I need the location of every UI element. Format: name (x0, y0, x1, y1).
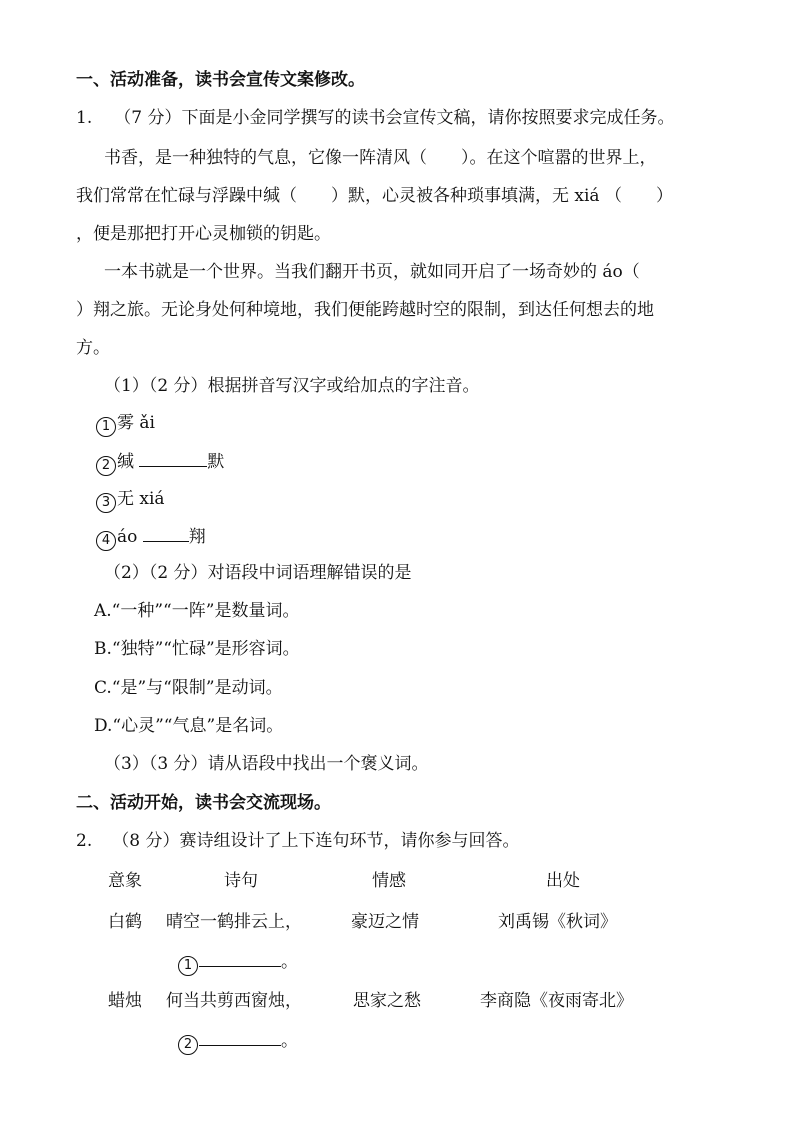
circled-number-1: 1 (178, 956, 198, 976)
question-2-number: 2. (76, 831, 93, 851)
circled-number-3: 3 (96, 493, 116, 513)
subquestion-1-text: 根据拼音写汉字或给加点的字注音。 (207, 376, 480, 396)
pinyin-item-2-text-after: 默 (207, 452, 225, 472)
passage-para1-line1: 书香，是一种独特的气息，它像一阵清风（ ）。在这个喧嚣的世界上， (104, 148, 657, 168)
blank-period: 。 (281, 1031, 298, 1051)
question-2-header (76, 830, 519, 852)
pinyin-item-3-text: 无 xiá (117, 489, 165, 509)
passage-para2-line1: 一本书就是一个世界。当我们翻开书页，就如同开启了一场奇妙的 áo（ (104, 262, 640, 282)
question-2-prompt: 赛诗组设计了上下连句环节，请你参与回答。 (179, 831, 520, 851)
table-row-2-line: 何当共剪西窗烛， (166, 991, 302, 1011)
answer-blank-poem-1[interactable] (199, 950, 281, 967)
table-row-2-image: 蜡烛 (108, 991, 142, 1011)
passage-para1-line3: ，便是那把打开心灵枷锁的钥匙。 (76, 224, 331, 244)
section-2-heading: 二、活动开始，读书会交流现场。 (76, 793, 331, 813)
subquestion-2 (104, 562, 412, 584)
passage-para2-line2: ）翔之旅。无论身处何种境地，我们便能跨越时空的限制，到达任何想去的地 (76, 300, 654, 320)
table-header-image: 意象 (108, 871, 142, 891)
subquestion-1-score: （2 分） (148, 376, 208, 396)
pinyin-item-4-text-after: 翔 (188, 527, 206, 547)
subquestion-2-text: 对语段中词语理解错误的是 (207, 563, 412, 583)
question-1-number: 1. (76, 108, 93, 128)
option-a[interactable]: A.“一种”“一阵”是数量词。 (94, 601, 300, 621)
question-2-score: （8 分） (112, 831, 180, 851)
subquestion-3-label: （3） (104, 754, 149, 774)
question-1-score: （7 分） (114, 108, 182, 128)
circled-number-2: 2 (178, 1035, 198, 1055)
subquestion-1 (104, 375, 480, 397)
table-row-1-line: 晴空一鹤排云上， (166, 912, 302, 932)
pinyin-item-3 (96, 488, 165, 513)
passage-para1-line2: 我们常常在忙碌与浮躁中缄（ ）默，心灵被各种琐事填满，无 xiá （ ） (76, 186, 673, 206)
option-b[interactable]: B.“独特”“忙碌”是形容词。 (94, 639, 300, 659)
option-c[interactable]: C.“是”与“限制”是动词。 (94, 678, 283, 698)
table-header-line: 诗句 (224, 871, 258, 891)
answer-blank-2[interactable] (139, 450, 207, 467)
table-header-source: 出处 (546, 871, 580, 891)
option-d[interactable]: D.“心灵”“气息”是名词。 (94, 716, 284, 736)
circled-number-1: 1 (96, 417, 116, 437)
subquestion-1-label: （1） (104, 376, 149, 396)
circled-number-4: 4 (96, 531, 116, 551)
circled-number-2: 2 (96, 456, 116, 476)
answer-blank-4[interactable] (143, 525, 189, 542)
blank-period: 。 (281, 952, 298, 972)
pinyin-item-2 (96, 450, 224, 476)
section-1-heading: 一、活动准备，读书会宣传文案修改。 (76, 70, 365, 90)
table-row-1-blank (178, 950, 298, 976)
subquestion-3-text: 请从语段中找出一个褒义词。 (207, 754, 429, 774)
table-row-2-blank (178, 1029, 298, 1055)
pinyin-item-2-text-before: 缄 (117, 452, 140, 472)
table-row-2-source: 李商隐《夜雨寄北》 (480, 991, 633, 1011)
passage-para2-line3: 方。 (76, 338, 110, 358)
pinyin-item-1-text: 雾 ǎi (117, 413, 155, 433)
answer-blank-poem-2[interactable] (199, 1029, 281, 1046)
question-1-header (76, 107, 674, 129)
subquestion-2-score: （2 分） (148, 563, 208, 583)
table-row-2-emotion: 思家之愁 (353, 991, 421, 1011)
pinyin-item-4 (96, 525, 206, 551)
subquestion-3-score: （3 分） (148, 754, 208, 774)
table-row-1-emotion: 豪迈之情 (351, 912, 419, 932)
subquestion-3 (104, 753, 429, 775)
table-row-1-source: 刘禹锡《秋词》 (498, 912, 617, 932)
subquestion-2-label: （2） (104, 563, 149, 583)
pinyin-item-1 (96, 412, 155, 437)
question-1-prompt: 下面是小金同学撰写的读书会宣传文稿，请你按照要求完成任务。 (181, 108, 675, 128)
table-header-emotion: 情感 (372, 871, 406, 891)
table-row-1-image: 白鹤 (108, 912, 142, 932)
pinyin-item-4-text-before: áo (117, 527, 143, 547)
